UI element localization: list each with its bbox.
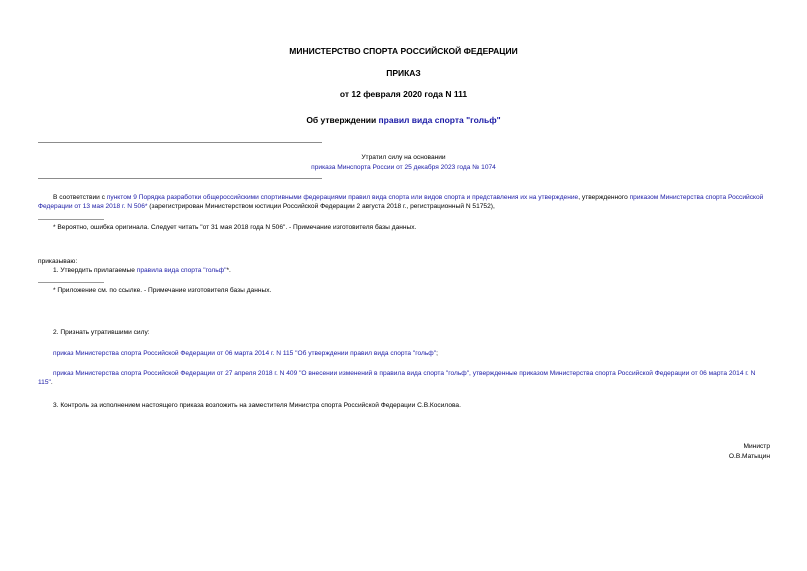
preamble-text-1: В соответствии с	[53, 194, 107, 201]
document-title-link[interactable]: правил вида спорта "гольф"	[378, 115, 501, 125]
repealed-order-1-link[interactable]: приказ Министерства спорта Российской Федерации от 06 марта 2014 г. N 115 "Об утверждении правил вида спорта "гольф"	[53, 350, 437, 357]
preamble-text-2: , утвержденного	[578, 194, 630, 201]
notice-bottom-divider	[38, 178, 322, 179]
document-title	[0, 115, 807, 125]
repeal-notice-line	[0, 163, 807, 172]
footnote-divider-2	[38, 282, 104, 283]
preamble-text-3: (зарегистрирован Министерством юстиции Российской Федерации 2 августа 2018 г., регистрационный N 51752),	[147, 203, 495, 211]
repeal-notice-text: Утратил силу на основании	[361, 154, 446, 161]
footnote-divider-1	[38, 219, 104, 220]
golf-rules-link[interactable]: правила вида спорта "гольф"	[136, 267, 227, 274]
procedure-link[interactable]: пунктом 9 Порядка разработки общероссийскими спортивными федерациями правил вида спорта или видов спорта и представления их на утверждение	[106, 194, 579, 201]
repeal-notice-link[interactable]: приказа Минспорта России от 25 декабря 2023 года № 1074	[311, 164, 496, 171]
repealed-order-2-tail: .	[50, 379, 53, 387]
item-1	[38, 266, 770, 275]
item-3: 3. Контроль за исполнением настоящего приказа возложить на заместителя Министра спорта Российской Федерации С.В.Косилова.	[53, 402, 461, 409]
item-1-tail: *.	[226, 267, 231, 274]
signature-position: Министр	[743, 443, 770, 450]
ministry-heading: МИНИСТЕРСТВО СПОРТА РОССИЙСКОЙ ФЕДЕРАЦИИ	[289, 46, 518, 56]
repealed-order-1	[38, 349, 770, 358]
repealed-order-1-tail: ;	[436, 350, 438, 357]
document-date-number: от 12 февраля 2020 года N 111	[339, 89, 468, 99]
document-type: ПРИКАЗ	[386, 68, 421, 78]
footnote-2: * Приложение см. по ссылке. - Примечание изготовителя базы данных.	[53, 287, 272, 294]
item-1-text: 1. Утвердить прилагаемые	[53, 267, 137, 274]
order-506-link[interactable]: приказом Министерства спорта Российской Федерации от 13 мая 2018 г. N 506*	[38, 194, 764, 211]
order-word: приказываю:	[38, 258, 78, 265]
repealed-order-2	[38, 369, 770, 388]
signature-name: О.В.Матыцин	[728, 453, 770, 460]
notice-top-divider	[38, 142, 322, 143]
repealed-order-2-link[interactable]: приказ Министерства спорта Российской Федерации от 27 апреля 2018 г. N 409 "О внесении изменений в правила вида спорта "гольф", утвержденные приказом Министерства спорта Российской Федерации от 06 марта 2014 г. N 115"	[38, 370, 756, 387]
preamble-paragraph	[38, 193, 770, 212]
document-title-prefix: Об утверждении	[306, 115, 379, 125]
footnote-1: * Вероятно, ошибка оригинала. Следует читать "от 31 мая 2018 года N 506". - Примечание изготовителя базы данных.	[53, 224, 417, 231]
item-2: 2. Признать утратившими силу:	[53, 329, 150, 336]
